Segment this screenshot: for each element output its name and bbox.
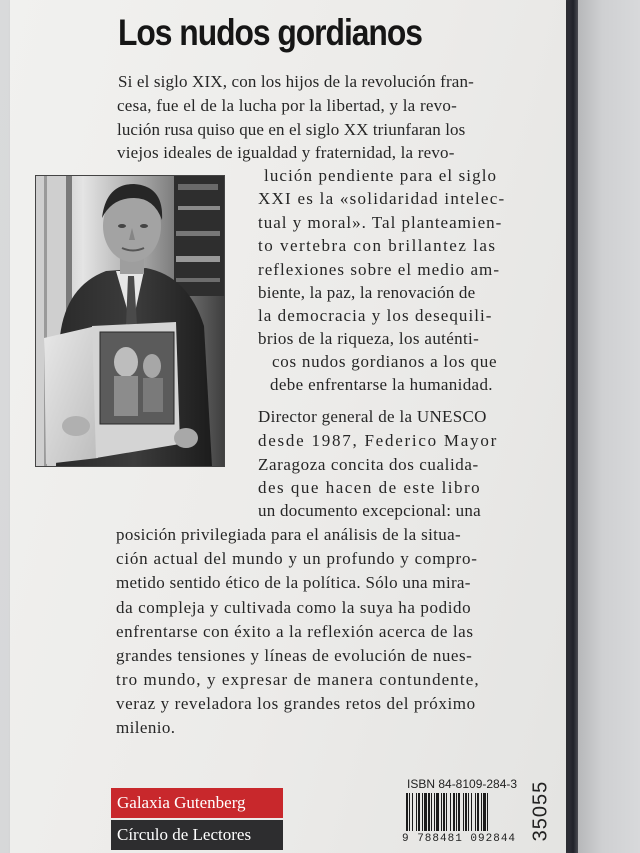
book-title: Los nudos gordianos (118, 12, 422, 53)
barcode-bar (422, 793, 423, 831)
author-photo (36, 176, 224, 466)
paragraph-2-line: veraz y reveladora los grandes retos del próximo (116, 694, 476, 713)
barcode-graphic (404, 793, 524, 833)
paragraph-1-line: to vertebra con brillantez las (258, 236, 497, 255)
barcode-bar (483, 793, 486, 831)
barcode-digits: 9 788481 092844 (402, 833, 517, 845)
barcode-bar (481, 793, 482, 831)
barcode-bar (477, 793, 479, 831)
barcode-bar (450, 793, 451, 831)
paragraph-2-line: enfrentarse con éxito a la reflexión acerca de las (116, 622, 474, 641)
side-code (530, 772, 552, 850)
paragraph-2-line: tro mundo, y expresar de manera contundente, (116, 670, 480, 689)
paragraph-2-line: Zaragoza concita dos cualida- (258, 455, 479, 474)
paragraph-1-line: tual y moral». Tal planteamien- (258, 213, 503, 232)
paragraph-1-line: la democracia y los desequili- (258, 306, 493, 325)
barcode-bar (409, 793, 410, 831)
barcode-bar (487, 793, 488, 831)
barcode-bar (436, 793, 439, 831)
barcode-bar (458, 793, 460, 831)
publisher-galaxia-gutenberg: Galaxia Gutenberg (111, 788, 283, 818)
barcode-bar (443, 793, 445, 831)
paragraph-1-line: lución pendiente para el siglo (264, 166, 498, 185)
paragraph-2-line: grandes tensiones y líneas de evolución de nues- (116, 646, 473, 665)
paragraph-1-line: cos nudos gordianos a los que (272, 352, 498, 371)
paragraph-1-line: reflexiones sobre el medio am- (258, 260, 501, 279)
barcode-bar (424, 793, 427, 831)
barcode-bar (412, 793, 413, 831)
side-code-number: 35055 (529, 780, 552, 842)
barcode-bar (431, 793, 432, 831)
barcode-bar (446, 793, 447, 831)
paragraph-2-line: desde 1987, Federico Mayor (258, 431, 499, 450)
paragraph-1-line: debe enfrentarse la humanidad. (270, 375, 493, 394)
paragraph-1-line: lución rusa quiso que en el siglo XX triunfaran los (117, 120, 466, 139)
barcode-bar (453, 793, 455, 831)
barcode-bar (428, 793, 430, 831)
barcode-bar (434, 793, 435, 831)
paragraph-2-line: metido sentido ético de la política. Sólo una mira- (116, 573, 471, 592)
author-photo-illustration (36, 176, 224, 466)
paragraph-1-line: XXI es la «solidaridad intelec- (258, 189, 506, 208)
barcode-bar (465, 793, 467, 831)
paragraph-1-line: biente, la paz, la renovación de (258, 283, 476, 302)
paragraph-2-line: un documento excepcional: una (258, 501, 481, 520)
paragraph-1-line: brios de la riqueza, los auténti- (258, 329, 480, 348)
barcode-bar (471, 793, 472, 831)
table-surface (578, 0, 640, 853)
book-spine (566, 0, 578, 853)
paragraph-2-line: des que hacen de este libro (258, 478, 482, 497)
paragraph-2-line: da compleja y cultivada como la suya ha podido (116, 598, 472, 617)
paragraph-2-line: ción actual del mundo y un profundo y compro- (116, 549, 478, 568)
paragraph-2-line: posición privilegiada para el análisis de la situa- (116, 525, 461, 544)
paragraph-2-line: milenio. (116, 718, 176, 737)
barcode-bar (463, 793, 464, 831)
paragraph-1-line: cesa, fue el de la lucha por la libertad, y la revo- (117, 96, 458, 115)
paragraph-1-line: viejos ideales de igualdad y fraternidad, la revo- (117, 143, 455, 162)
barcode-bar (441, 793, 442, 831)
barcode-bar (418, 793, 420, 831)
isbn-label: ISBN 84-8109-284-3 (407, 777, 518, 791)
publisher-circulo-de-lectores: Círculo de Lectores (111, 820, 283, 850)
barcode-bar (406, 793, 408, 831)
barcode-bar (475, 793, 476, 831)
barcode-bar (416, 793, 417, 831)
paragraph-1-line: Si el siglo XIX, con los hijos de la revolución fran- (118, 72, 474, 91)
paragraph-2-line: Director general de la UNESCO (258, 407, 487, 426)
barcode-bar (468, 793, 469, 831)
barcode-bar (456, 793, 457, 831)
